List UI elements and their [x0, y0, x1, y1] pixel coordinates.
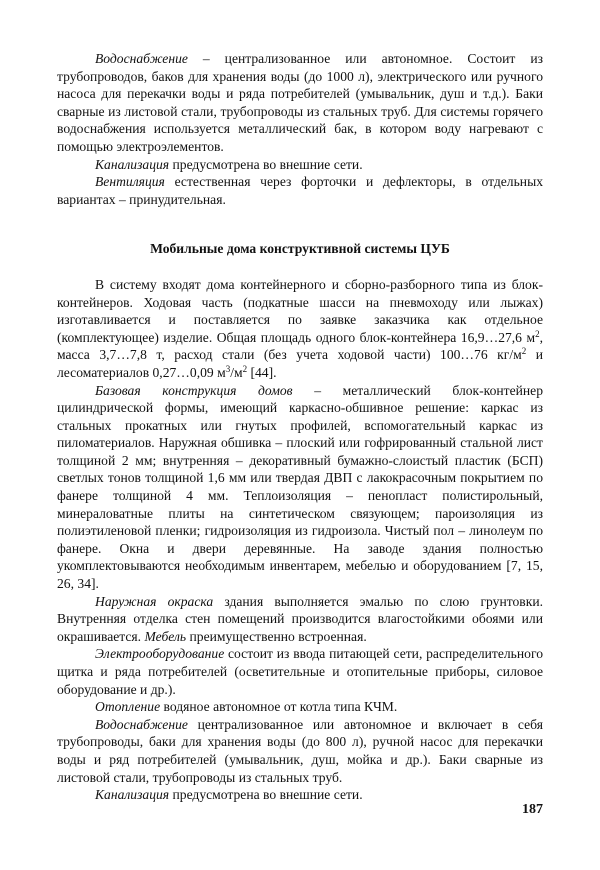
paragraph-text: предусмотрена во внешние сети.	[169, 156, 363, 172]
paragraph-text: В систему входят дома контейнерного и сборно-разборного типа из блок-контейнеров. Ходовая часть (подкатные шасси на пневмоходу или лыжах) изготавливается и поставляется по заявке заказчика как отдельное (комплектующее) изделие. Общая площадь одного блок-контейнера 16,9…27,6 м	[57, 276, 543, 345]
term-base-construction: Базовая конструкция домов	[95, 382, 293, 398]
term-water-supply: Водоснабжение	[95, 716, 188, 732]
superscript: 2	[521, 346, 527, 357]
term-heating: Отопление	[95, 699, 161, 715]
paragraph-text: здания выполняется эмалью по слою грунтовки. Внутренняя отделка стен помещений производится влагостойкими обоями или окрашивается.	[57, 593, 543, 644]
paragraph-water-supply	[57, 50, 543, 156]
term-sewerage: Канализация	[95, 156, 170, 172]
superscript: 2	[535, 328, 540, 339]
paragraph-text: , масса 3,7…7,8 т, расход стали (без учета ходовой части) 100…76 кг/м	[57, 329, 543, 363]
term-sewerage: Канализация	[95, 787, 170, 803]
paragraph-exterior-paint	[57, 593, 543, 646]
paragraph-text: – централизованное или автономное. Состоит из трубопроводов, баков для хранения воды (до 1000 л), электрического или ручного насоса для перекачки воды и ряда потребителей (умывальник, душ и т.д.). Баки сварные из листовой стали, трубопроводы из стальных труб. Для системы горячего водоснабжения используется металлический бак, в котором воду нагревают с помощью электроэлементов.	[57, 51, 543, 154]
paragraph-text: водяное автономное от котла типа КЧМ.	[160, 699, 398, 715]
paragraph-text: и лесоматериалов 0,27…0,09 м	[57, 347, 543, 380]
paragraph-text: преимущественно встроенная.	[186, 628, 367, 644]
page-number: 187	[522, 802, 543, 817]
paragraph-text: /м	[230, 364, 243, 380]
paragraph-text: централизованное или автономное и включает в себя трубопроводы, баки для хранения воды (до 800 л), ручной насос для перекачки воды и ряд потребителей (умывальник, душ, мойка и др.). Баки сварные из листовой стали, трубопроводы из стальных труб.	[57, 716, 543, 785]
document-page	[57, 50, 543, 804]
superscript: 3	[225, 363, 231, 374]
paragraph-sewerage	[57, 156, 543, 174]
paragraph-text: состоит из ввода питающей сети, распределительного щитка и ряда потребителей (осветительные и отопительные приборы, силовое оборудование и др.).	[57, 646, 543, 697]
paragraph-text: естественная через форточки и дефлекторы, в отдельных вариантах – принудительная.	[57, 174, 543, 207]
paragraph-text: – металлический блок-контейнер цилиндрической формы, имеющий каркасно-обшивное решение: каркас из стальных прокатных или гнутых профилей, вспомогательный каркас из пиломатериалов. Наружная обшивка – плоский или гофрированный стальной лист толщиной 2 мм; внутренняя – декоративный бумажно-слоистый пластик (БСП) светлых тонов толщиной 1,6 мм или твердая ДВП с лакокрасочным покрытием по фанере толщиной 4 мм. Теплоизоляция – пенопласт полистирольный, минераловатные плиты на синтетическом связующем; пароизоляция из полиэтиленовой пленки; гидроизоляция из гидроизола. Чистый пол – линолеум по фанере. Окна и двери деревянные. На заводе здания полностью укомплектовываются необходимым инвентарем, мебелью и оборудованием [7, 15, 26, 34].	[57, 382, 543, 592]
paragraph-water-supply-2	[57, 716, 543, 786]
paragraph-text: предусмотрена во внешние сети.	[169, 787, 363, 803]
term-exterior-paint: Наружная окраска	[95, 593, 214, 609]
paragraph-ventilation	[57, 173, 543, 208]
paragraph-sewerage-2	[57, 786, 543, 804]
term-water-supply: Водоснабжение	[95, 51, 188, 66]
term-ventilation: Вентиляция	[95, 174, 165, 190]
paragraph-text: [44].	[247, 364, 277, 380]
term-electrical: Электрооборудование	[95, 646, 225, 662]
section-heading: Мобильные дома конструктивной системы ЦУБ	[150, 241, 450, 257]
paragraph-heating	[57, 698, 543, 716]
term-furniture: Мебель	[144, 628, 187, 644]
superscript: 2	[242, 363, 248, 374]
paragraph-base-construction	[57, 382, 543, 593]
paragraph-system-overview	[57, 276, 543, 382]
paragraph-electrical	[57, 645, 543, 698]
